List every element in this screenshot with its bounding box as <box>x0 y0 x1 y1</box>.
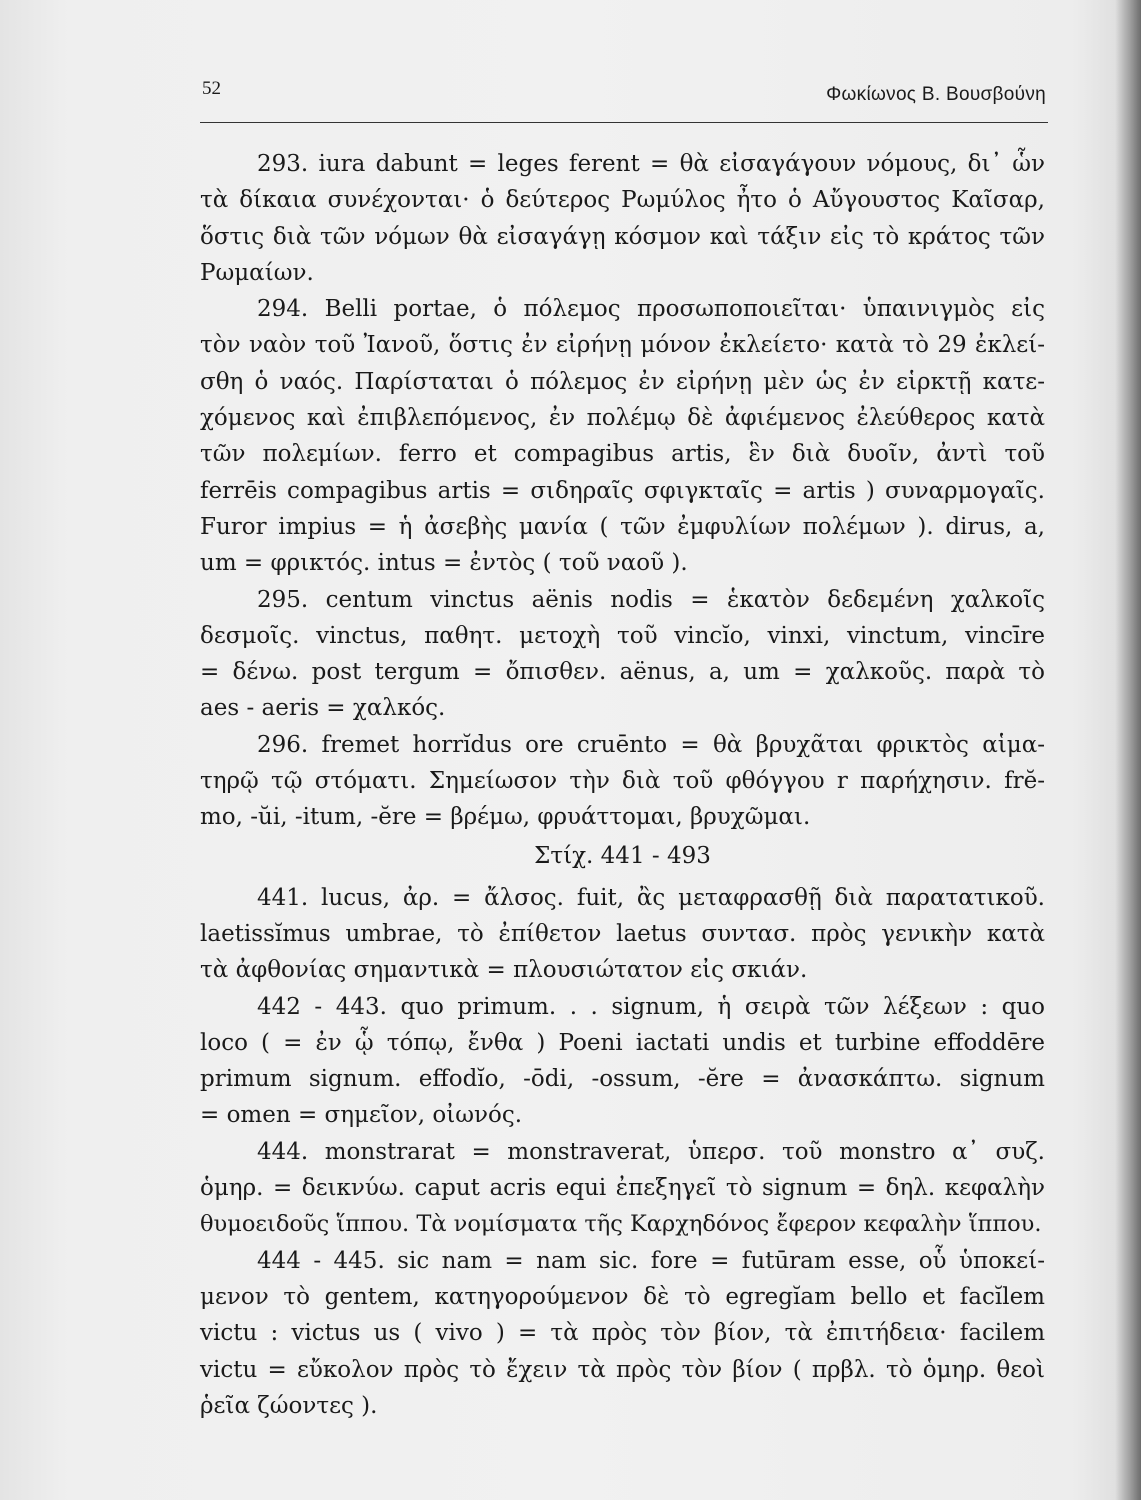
text-line: δεσμοῖς. vinctus, παθητ. μετοχὴ τοῦ vincĭo, vinxi, vinctum, vincīre <box>200 622 1045 649</box>
text-line: primum signum. effodĭo, -ōdi, -ossum, -ĕre = ἀνασκάπτω. signum <box>200 1066 1045 1093</box>
text-line: 295. centum vinctus aënis nodis = ἑκατὸν δεδεμένη χαλκοῖς <box>257 586 1045 613</box>
body-text <box>200 146 1045 1424</box>
text-line: 293. iura dabunt = leges ferent = θὰ εἰσαγάγουν νόμους, δι᾽ ὧν <box>257 151 1045 177</box>
text-line: Furor impius = ἡ ἀσεβὴς μανία ( τῶν ἐμφυλίων πολέμων ). dirus, a, <box>200 513 1045 540</box>
text-line: 444. monstrarat = monstraverat, ὑπερσ. τοῦ monstro α᾽ συζ. <box>257 1138 1045 1165</box>
text-line: 296. fremet horrĭdus ore cruēnto = θὰ βρυχᾶται φρικτὸς αἱμα- <box>257 731 1045 758</box>
text-line: 441. lucus, ἀρ. = ἄλσος. fuit, ἂς μεταφρασθῇ διὰ παρατατικοῦ. <box>257 884 1045 911</box>
section-heading: Στίχ. 441 - 493 <box>534 842 711 869</box>
page-header <box>200 78 1048 123</box>
running-head: Φωκίωνος Β. Βουσβούνη <box>826 84 1046 105</box>
text-line: τὰ ἀφθονίας σημαντικὰ = πλουσιώτατον εἰς σκιάν. <box>200 957 808 984</box>
text-line: ὁμηρ. = δεικνύω. caput acris equi ἐπεξηγεῖ τὸ signum = δηλ. κεφαλὴν <box>200 1175 1045 1202</box>
text-line: aes - aeris = χαλκός. <box>200 695 446 722</box>
text-line: ὅστις διὰ τῶν νόμων θὰ εἰσαγάγῃ κόσμον καὶ τάξιν εἰς τὸ κράτος τῶν <box>200 223 1045 250</box>
text-line: μενον τὸ gentem, κατηγορούμενον δὲ τὸ egregĭam bello et facĭlem <box>200 1283 1045 1310</box>
text-line: victu : victus us ( vivo ) = τὰ πρὸς τὸν βίον, τὰ ἐπιτήδεια· facilem <box>200 1320 1045 1347</box>
text-line: laetissĭmus umbrae, τὸ ἐπίθετον laetus συντασ. πρὸς γενικὴν κατὰ <box>200 920 1045 947</box>
text-line: σθη ὁ ναός. Παρίσταται ὁ πόλεμος ἐν εἰρήνῃ μὲν ὡς ἐν εἱρκτῇ κατε- <box>200 368 1045 395</box>
text-line: ferrēis compagibus artis = σιδηραῖς σφιγκταῖς = artis ) συναρμογαῖς. <box>200 477 1045 504</box>
page-number: 52 <box>202 78 221 99</box>
text-line: τῶν πολεμίων. ferro et compagibus artis, ἓν διὰ δυοῖν, ἀντὶ τοῦ <box>200 441 1045 468</box>
text-line: τὸν ναὸν τοῦ Ἰανοῦ, ὅστις ἐν εἰρήνῃ μόνον ἐκλείετο· κατὰ τὸ 29 ἐκλεί- <box>200 332 1045 359</box>
note-442-443 <box>200 989 1045 1134</box>
text-line: = δένω. post tergum = ὄπισθεν. aënus, a, um = χαλκοῦς. παρὰ τὸ <box>200 659 1045 686</box>
text-line: victu = εὔκολον πρὸς τὸ ἔχειν τὰ πρὸς τὸν βίον ( πρβλ. τὸ ὁμηρ. θεοὶ <box>200 1356 1045 1383</box>
note-293 <box>200 146 1045 291</box>
text-line: ῥεῖα ζώοντες ). <box>200 1392 378 1419</box>
text-line: loco ( = ἐν ᾧ τόπῳ, ἔνθα ) Poeni iactati undis et turbine effoddēre <box>200 1029 1045 1056</box>
page-edge-shadow <box>1115 0 1141 1500</box>
text-line: θυμοειδοῦς ἵππου. Τὰ νομίσματα τῆς Καρχηδόνος ἔφερον κεφαλὴν ἵππου. <box>200 1211 1042 1238</box>
text-line: 294. Belli portae, ὁ πόλεμος προσωποποιεῖται· ὑπαινιγμὸς εἰς <box>257 296 1045 323</box>
text-line: τὰ δίκαια συνέχονται· ὁ δεύτερος Ρωμύλος ἦτο ὁ Αὔγουστος Καῖσαρ, <box>200 187 1045 214</box>
text-line: 444 - 445. sic nam = nam sic. fore = futūram esse, οὗ ὑποκεί- <box>257 1247 1045 1274</box>
text-line: τηρῷ τῷ στόματι. Σημείωσον τὴν διὰ τοῦ φθόγγου r παρήχησιν. frĕ- <box>200 768 1045 795</box>
text-line: 442 - 443. quo primum. . . signum, ἡ σειρὰ τῶν λέξεων : quo <box>257 993 1045 1020</box>
note-294 <box>200 291 1045 581</box>
text-line: um = φρικτός. intus = ἐντὸς ( τοῦ ναοῦ ). <box>200 550 688 577</box>
note-295 <box>200 582 1045 727</box>
note-444-445 <box>200 1243 1045 1424</box>
text-line: χόμενος καὶ ἐπιβλεπόμενος, ἐν πολέμῳ δὲ ἀφιέμενος ἐλεύθερος κατὰ <box>200 405 1045 432</box>
text-line: mo, -ŭi, -itum, -ĕre = βρέμω, φρυάττομαι, βρυχῶμαι. <box>200 804 811 831</box>
note-296 <box>200 727 1045 836</box>
text-line: Ρωμαίων. <box>200 259 314 286</box>
note-441 <box>200 880 1045 989</box>
note-444 <box>200 1134 1045 1243</box>
text-line: = omen = σημεῖον, οἰωνός. <box>200 1102 523 1129</box>
